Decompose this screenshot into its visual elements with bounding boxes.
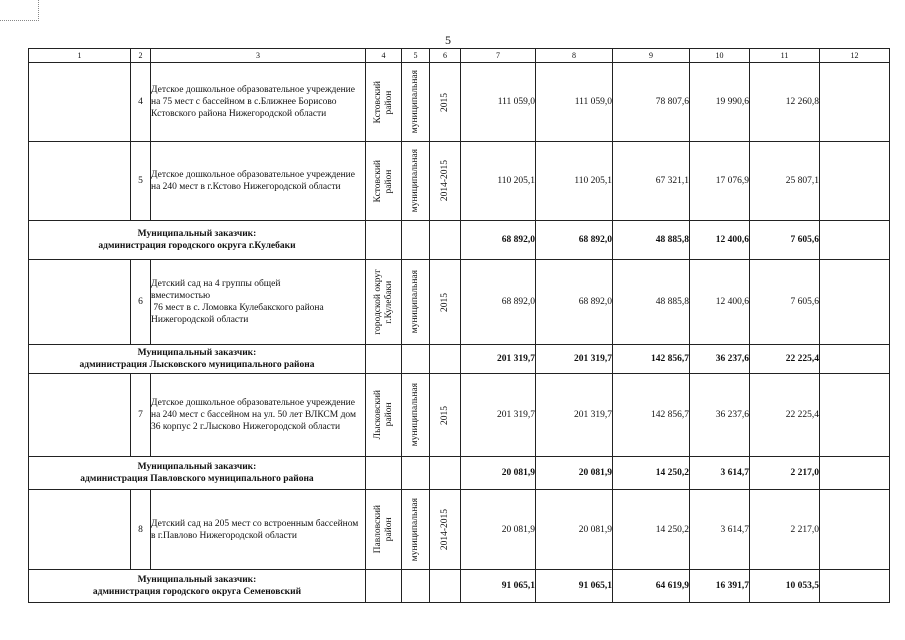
blank-cell [820,260,890,345]
value-col7: 68 892,0 [461,260,536,345]
ownership-cell [402,374,430,457]
customer-label-line2: администрация городского округа Семеновский [92,587,302,597]
object-name [151,260,366,345]
value-col7: 110 205,1 [461,142,536,221]
value-col11: 7 605,6 [750,260,820,345]
blank-cell [402,570,430,603]
ownership-cell [402,490,430,570]
value-col9: 142 856,7 [613,374,690,457]
blank-cell [430,457,461,490]
header-cell: 6 [430,49,461,63]
district-text: Павловский район [372,505,394,554]
object-name: Детское дошкольное образовательное учреждение на 240 мест с бассейном на ул. 50 лет ВЛКСМ дом 36 корпус 2 г.Лысково Нижегородской области [151,374,366,457]
ownership-text: муниципальная [410,270,420,334]
customer-label-line1: Муниципальный заказчик: [137,462,257,472]
value-col10: 36 237,6 [690,345,750,374]
district-text: Лысковский район [372,390,394,440]
blank-cell [366,570,402,603]
header-cell: 11 [750,49,820,63]
blank-cell [820,374,890,457]
header-cell: 7 [461,49,536,63]
years-text: 2015 [439,292,450,312]
header-cell: 4 [366,49,402,63]
value-col11: 2 217,0 [750,457,820,490]
value-col8: 20 081,9 [536,490,613,570]
header-cell: 12 [820,49,890,63]
header-cell: 5 [402,49,430,63]
district-cell [366,142,402,221]
value-col7: 20 081,9 [461,457,536,490]
blank-cell [430,570,461,603]
object-name-line: вместимостью [151,291,211,301]
table-row [29,374,890,457]
value-col8: 68 892,0 [536,221,613,260]
value-col9: 48 885,8 [613,221,690,260]
value-col11: 25 807,1 [750,142,820,221]
row-number: 8 [131,490,151,570]
value-col12 [820,142,890,221]
blank-cell [29,490,131,570]
value-col8: 201 319,7 [536,374,613,457]
district-text: Кстовский район [372,159,394,203]
object-name-line: 76 мест в с. Ломовка Кулебакского района [151,303,324,313]
blank-cell [820,221,890,260]
customer-row [29,570,890,603]
ownership-cell [402,142,430,221]
table-row [29,142,890,221]
value-col11: 2 217,0 [750,490,820,570]
corner-mark [0,0,39,21]
object-name-line: Детский сад на 4 группы общей [151,279,281,289]
value-col11: 22 225,4 [750,345,820,374]
object-name: Детское дошкольное образовательное учреждение на 75 мест с бассейном в с.Ближнее Борисово Кстовского района Нижегородской области [151,63,366,142]
value-col8: 20 081,9 [536,457,613,490]
customer-label-line2: администрация городского округа г.Кулебаки [98,241,296,251]
value-col10: 3 614,7 [690,457,750,490]
blank-cell [29,374,131,457]
years-text: 2014-2015 [439,160,450,202]
customer-label-line2: администрация Лысковского муниципального района [79,360,315,370]
header-cell: 3 [151,49,366,63]
ownership-cell [402,260,430,345]
district-text: Кстовский район [372,80,394,124]
value-col10: 12 400,6 [690,221,750,260]
value-col9: 14 250,2 [613,457,690,490]
blank-cell [366,345,402,374]
customer-row [29,457,890,490]
customer-row [29,345,890,374]
header-cell: 9 [613,49,690,63]
value-col8: 111 059,0 [536,63,613,142]
years-text: 2014-2015 [439,508,450,551]
customer-label [29,221,366,260]
ownership-cell [402,63,430,142]
value-col9: 48 885,8 [613,260,690,345]
blank-cell [29,142,131,221]
value-col9: 142 856,7 [613,345,690,374]
value-col12 [820,63,890,142]
value-col10: 36 237,6 [690,374,750,457]
district-cell [366,260,402,345]
ownership-text: муниципальная [410,149,420,213]
value-col11: 7 605,6 [750,221,820,260]
years-cell [430,260,461,345]
blank-cell [366,221,402,260]
row-number: 6 [131,260,151,345]
table-row [29,260,890,345]
funding-table [28,48,890,603]
object-name-line: Нижегородской области [151,315,249,325]
object-name: Детский сад на 205 мест со встроенным бассейном в г.Павлово Нижегородской области [151,490,366,570]
value-col8: 68 892,0 [536,260,613,345]
row-number: 5 [131,142,151,221]
years-text: 2015 [439,405,450,425]
years-cell [430,63,461,142]
blank-cell [820,490,890,570]
district-cell [366,63,402,142]
value-col9: 67 321,1 [613,142,690,221]
value-col11: 12 260,8 [750,63,820,142]
value-col7: 201 319,7 [461,345,536,374]
customer-label-line1: Муниципальный заказчик: [137,575,257,585]
value-col10: 3 614,7 [690,490,750,570]
table-row [29,490,890,570]
value-col10: 12 400,6 [690,260,750,345]
blank-cell [29,260,131,345]
ownership-text: муниципальная [410,497,420,562]
value-col11: 10 053,5 [750,570,820,603]
customer-label-line1: Муниципальный заказчик: [137,348,257,358]
blank-cell [29,63,131,142]
value-col7: 111 059,0 [461,63,536,142]
customer-label [29,345,366,374]
header-cell: 8 [536,49,613,63]
value-col8: 110 205,1 [536,142,613,221]
value-col8: 91 065,1 [536,570,613,603]
years-cell [430,142,461,221]
header-cell: 1 [29,49,131,63]
years-cell [430,490,461,570]
header-cell: 10 [690,49,750,63]
customer-label-line1: Муниципальный заказчик: [137,229,257,239]
header-cell: 2 [131,49,151,63]
customer-row [29,221,890,260]
value-col9: 78 807,6 [613,63,690,142]
district-cell [366,374,402,457]
blank-cell [820,457,890,490]
customer-label-line2: администрация Павловского муниципального района [80,474,314,484]
ownership-text: муниципальная [410,383,420,447]
blank-cell [820,345,890,374]
value-col10: 16 391,7 [690,570,750,603]
value-col10: 19 990,6 [690,63,750,142]
district-cell [366,490,402,570]
value-col7: 201 319,7 [461,374,536,457]
row-number: 4 [131,63,151,142]
value-col10: 17 076,9 [690,142,750,221]
blank-cell [430,221,461,260]
customer-label [29,457,366,490]
blank-cell [820,570,890,603]
table-row [29,63,890,142]
years-text: 2015 [439,92,450,112]
district-text: городской округ г.Кулебаки [372,269,394,335]
value-col7: 91 065,1 [461,570,536,603]
value-col9: 14 250,2 [613,490,690,570]
ownership-text: муниципальная [410,70,420,134]
blank-cell [366,457,402,490]
value-col7: 68 892,0 [461,221,536,260]
value-col9: 64 619,9 [613,570,690,603]
blank-cell [402,345,430,374]
blank-cell [430,345,461,374]
blank-cell [402,457,430,490]
blank-cell [402,221,430,260]
header-row [29,49,890,63]
object-name: Детское дошкольное образовательное учреждение на 240 мест в г.Кстово Нижегородской области [151,142,366,221]
value-col8: 201 319,7 [536,345,613,374]
years-cell [430,374,461,457]
value-col7: 20 081,9 [461,490,536,570]
value-col11: 22 225,4 [750,374,820,457]
row-number: 7 [131,374,151,457]
customer-label [29,570,366,603]
page-number: 5 [445,33,451,47]
